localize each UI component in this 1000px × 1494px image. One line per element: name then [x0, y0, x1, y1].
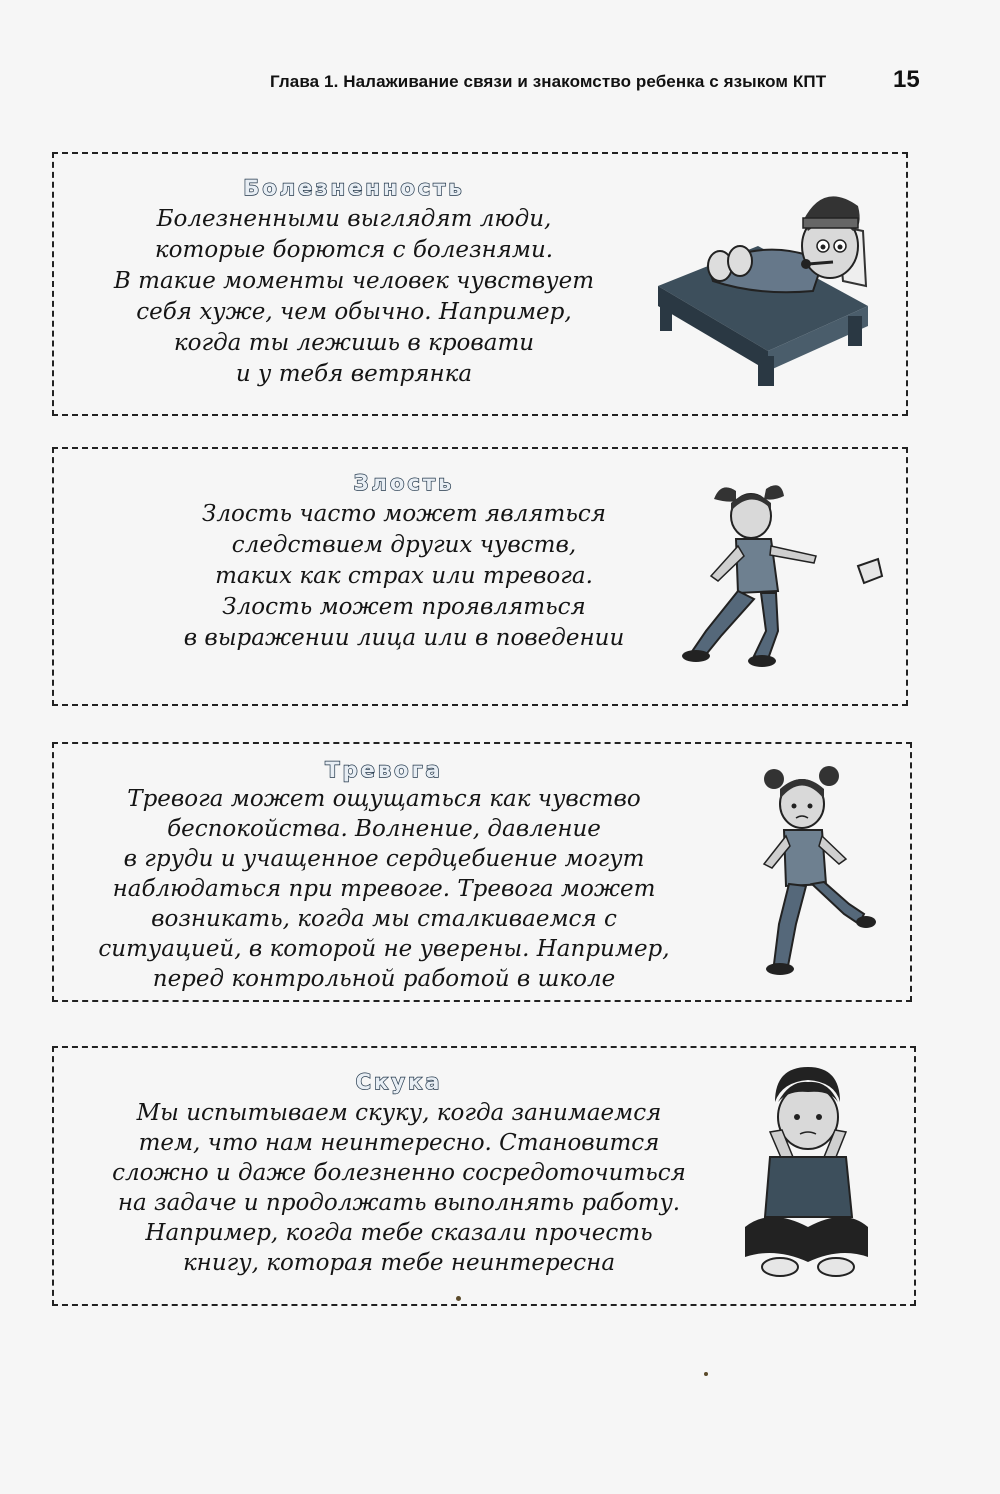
- card-title: Злость: [353, 471, 455, 495]
- card-text: [54, 204, 654, 390]
- card-text-line: В такие моменты человек чувствует: [113, 268, 595, 294]
- card-text-line: ситуацией, в которой не уверены. Например,: [98, 936, 670, 962]
- card-text-line: и у тебя ветрянка: [235, 361, 473, 387]
- angry-girl-throwing-cup-illustration: [666, 481, 896, 671]
- card-text-line: которые борются с болезнями.: [154, 237, 554, 263]
- card-text-line: возникать, когда мы сталкиваемся с: [151, 906, 617, 932]
- ink-speck: [704, 1372, 708, 1376]
- card-anxiety: [52, 742, 912, 1002]
- page-number: 15: [893, 66, 920, 93]
- card-text: [54, 499, 754, 654]
- card-text-line: беспокойства. Волнение, давление: [167, 816, 601, 842]
- card-text-line: Злость часто может являться: [202, 501, 606, 527]
- card-text-line: наблюдаться при тревоге. Тревога может: [112, 876, 656, 902]
- card-text-line: Болезненными выглядят люди,: [156, 206, 552, 232]
- card-sickness: [52, 152, 908, 416]
- card-text-line: сложно и даже болезненно сосредоточиться: [112, 1160, 686, 1186]
- card-title: Болезненность: [243, 176, 465, 200]
- card-text-line: Тревога может ощущаться как чувство: [127, 786, 641, 812]
- chapter-title: Глава 1. Налаживание связи и знакомство ребенка с языком КПТ: [270, 72, 827, 91]
- card-boredom: [52, 1046, 916, 1306]
- bored-boy-sitting-illustration: [740, 1062, 870, 1287]
- card-title: Тревога: [325, 758, 443, 782]
- card-text-line: перед контрольной работой в школе: [152, 966, 616, 992]
- card-text-line: в выражении лица или в поведении: [183, 625, 625, 651]
- card-text-line: в груди и учащенное сердцебиение могут: [123, 846, 645, 872]
- card-text-line: книгу, которая тебе неинтересна: [182, 1250, 616, 1276]
- card-text: [54, 784, 714, 994]
- card-text-line: Например, когда тебе сказали прочесть: [145, 1220, 653, 1246]
- ink-speck: [456, 1296, 461, 1301]
- sick-child-in-bed-illustration: [648, 166, 878, 396]
- card-text-line: таких как страх или тревога.: [215, 563, 593, 589]
- anxious-girl-running-illustration: [734, 764, 884, 984]
- card-text-line: на задаче и продолжать выполнять работу.: [117, 1190, 681, 1216]
- card-text-line: Мы испытываем скуку, когда занимаемся: [136, 1100, 662, 1126]
- card-text-line: когда ты лежишь в кровати: [173, 330, 535, 356]
- card-text-line: Злость может проявляться: [222, 594, 586, 620]
- card-anger: [52, 447, 908, 706]
- card-text: [54, 1098, 744, 1278]
- card-title: Скука: [355, 1070, 443, 1094]
- card-text-line: следствием других чувств,: [231, 532, 577, 558]
- card-text-line: тем, что нам неинтересно. Становится: [138, 1130, 660, 1156]
- card-text-line: себя хуже, чем обычно. Например,: [136, 299, 572, 325]
